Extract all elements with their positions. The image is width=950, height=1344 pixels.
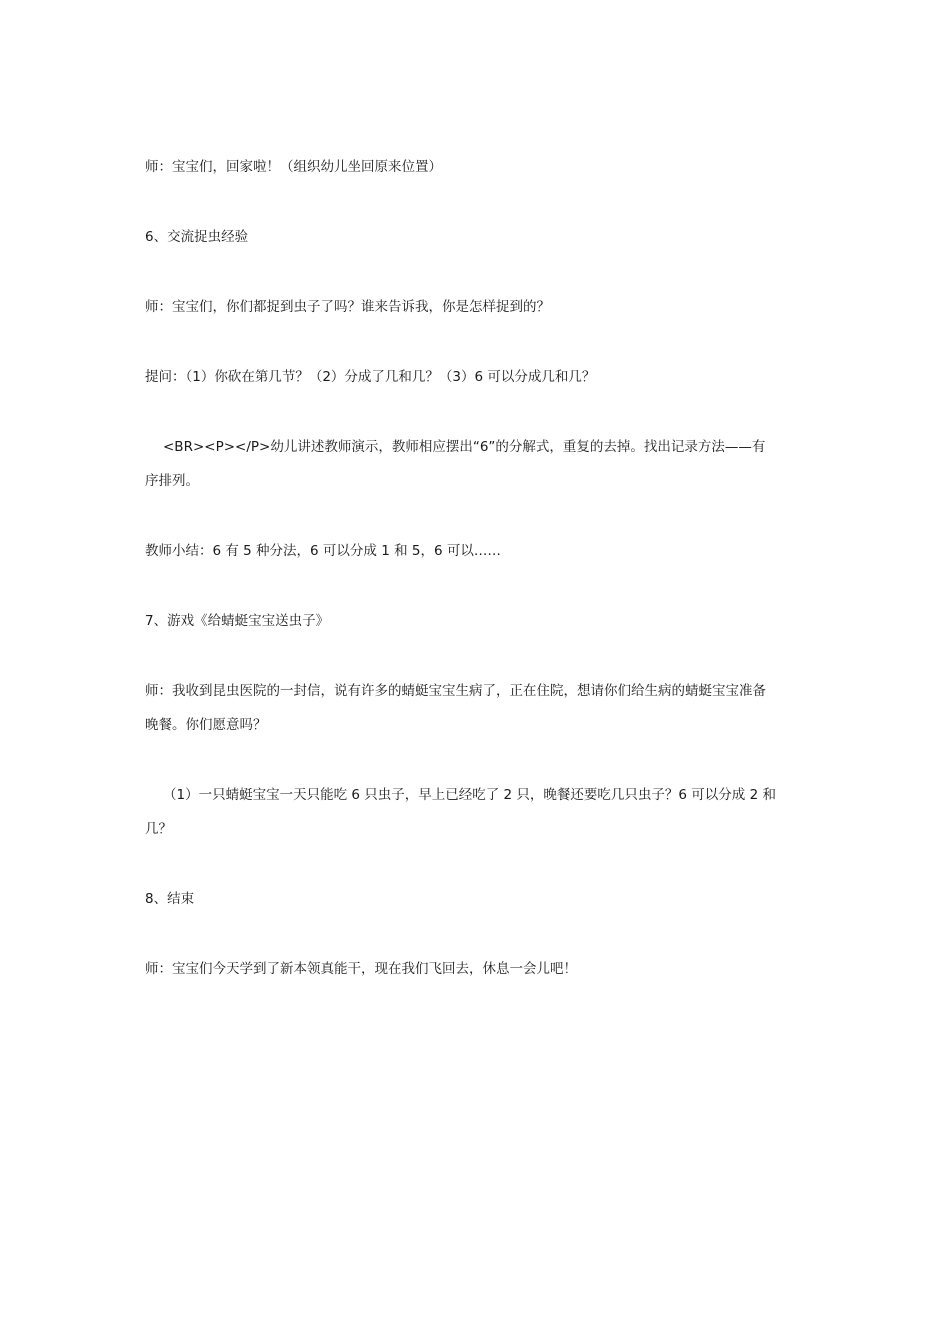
paragraph-questions-list: 提问：（1）你砍在第几节？（2）分成了几和几？（3）6 可以分成几和几？ [145,369,596,385]
paragraph-letter-line1: 师：我收到昆虫医院的一封信，说有许多的蜻蜓宝宝生病了，正在住院，想请你们给生病的蜻蜓宝宝准备 [145,683,766,699]
section-heading-8: 8、结束 [145,891,195,907]
section-heading-7: 7、游戏《给蜻蜓宝宝送虫子》 [145,613,330,629]
paragraph-child-demo-line1: <BR><P></P>幼儿讲述教师演示，教师相应摆出“6”的分解式，重复的去掉。找出记录方法——有 [163,439,766,455]
section-heading-6: 6、交流捉虫经验 [145,229,249,245]
paragraph-teacher-go-home: 师：宝宝们，回家啦！（组织幼儿坐回原来位置） [145,159,442,175]
paragraph-letter-line2: 晚餐。你们愿意吗？ [145,717,267,733]
paragraph-problem-line1: （1）一只蜻蜓宝宝一天只能吃 6 只虫子，早上已经吃了 2 只，晚餐还要吃几只虫子？6 可以分成 2 和 [163,787,776,803]
paragraph-teacher-summary: 教师小结：6 有 5 种分法，6 可以分成 1 和 5，6 可以…… [145,543,501,559]
paragraph-child-demo-line2: 序排列。 [145,473,199,489]
paragraph-teacher-question: 师：宝宝们，你们都捉到虫子了吗？谁来告诉我，你是怎样捉到的？ [145,299,550,315]
paragraph-closing: 师：宝宝们今天学到了新本领真能干，现在我们飞回去，休息一会儿吧！ [145,961,577,977]
paragraph-problem-line2: 几？ [145,821,172,837]
